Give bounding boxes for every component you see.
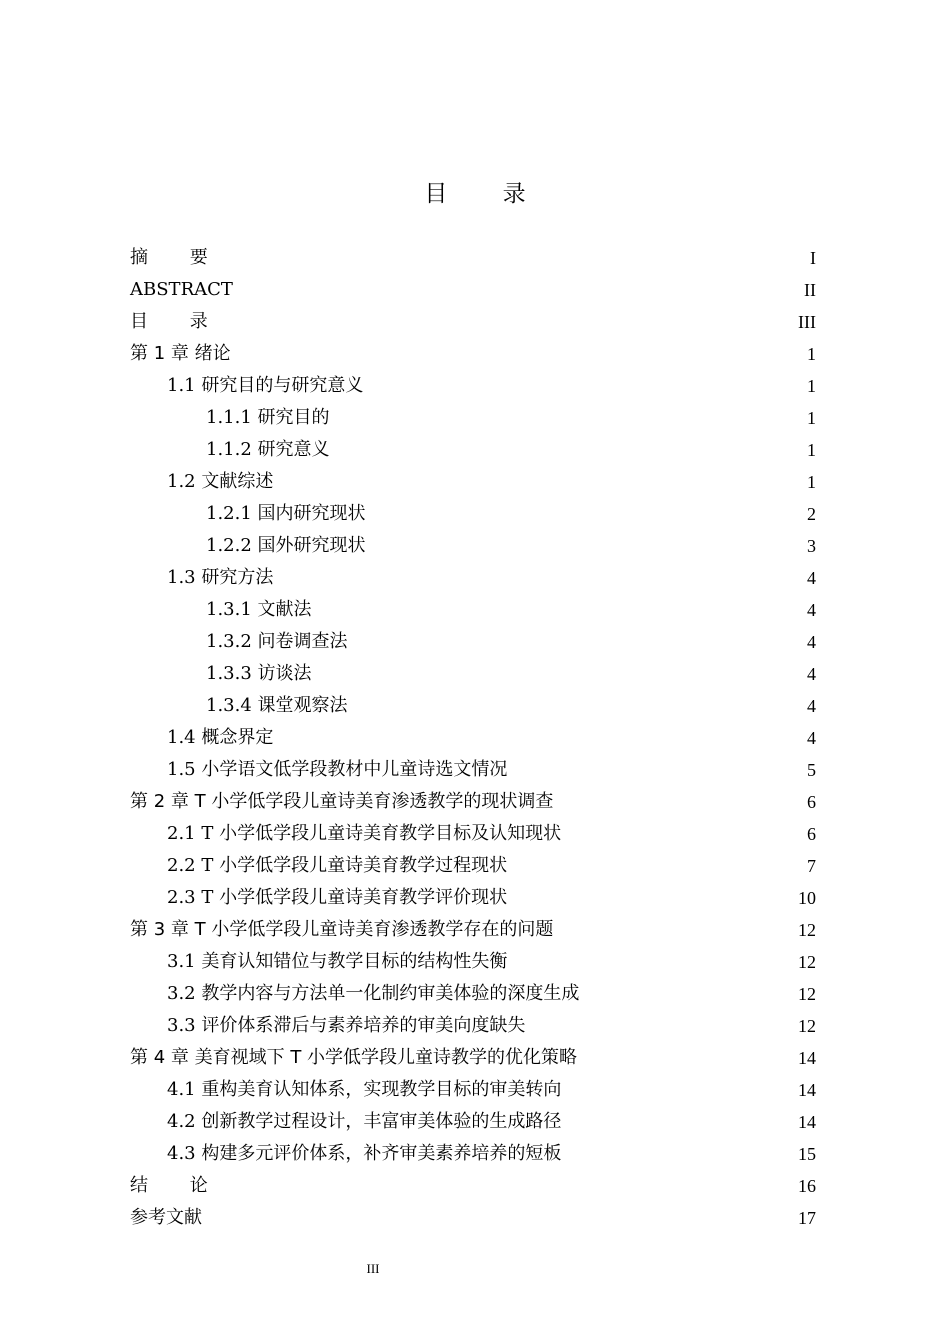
toc-entry-title: 2.3 T 小学低学段儿童诗美育教学评价现状 [167, 887, 508, 908]
toc-entry-page: 4 [807, 696, 816, 716]
toc-entry-page: I [810, 248, 816, 268]
toc-entry-page: 10 [798, 888, 816, 908]
toc-entry-title: 1.2.1 国内研究现状 [206, 503, 366, 524]
toc-entry[interactable] [130, 274, 816, 306]
page-title: 目 录 [424, 181, 550, 207]
toc-entry[interactable] [130, 594, 816, 626]
toc-entry-page: 6 [807, 792, 816, 812]
toc-entry-page: 15 [798, 1144, 816, 1164]
toc-entry-page: 17 [798, 1208, 816, 1228]
toc-entry-title: 第 2 章 T 小学低学段儿童诗美育渗透教学的现状调查 [130, 791, 554, 812]
toc-entry-page: 1 [807, 376, 816, 396]
toc-entry-title: 3.3 评价体系滞后与素养培养的审美向度缺失 [167, 1015, 526, 1036]
toc-entry-title: 1.3.1 文献法 [206, 599, 312, 620]
toc-entry[interactable] [130, 914, 816, 946]
toc-entry-title: 4.1 重构美育认知体系，实现教学目标的审美转向 [167, 1079, 562, 1100]
toc-entry-title: 1.5 小学语文低学段教材中儿童诗选文情况 [167, 759, 508, 780]
toc-entry-page: 12 [798, 984, 816, 1004]
toc-entry[interactable] [130, 786, 816, 818]
toc-entry-page: 4 [807, 568, 816, 588]
toc-entry[interactable] [130, 1138, 816, 1170]
toc-entry[interactable] [130, 1042, 816, 1074]
toc-entry[interactable] [130, 1010, 816, 1042]
toc-entry[interactable] [130, 1202, 816, 1234]
toc-entry[interactable] [130, 978, 816, 1010]
toc-entry-title: ABSTRACT [130, 279, 233, 300]
toc-entry[interactable] [130, 562, 816, 594]
toc-entry-title: 1.3 研究方法 [167, 567, 274, 588]
toc-entry-title: 1.1.1 研究目的 [206, 407, 330, 428]
toc-entry[interactable] [130, 690, 816, 722]
toc-entry-page: 6 [807, 824, 816, 844]
toc-entry-title: 1.1.2 研究意义 [206, 439, 330, 460]
toc-entry-page: II [804, 280, 816, 300]
toc-entry[interactable] [130, 530, 816, 562]
toc-entry-title: 4.3 构建多元评价体系，补齐审美素养培养的短板 [167, 1143, 562, 1164]
toc-entry[interactable] [130, 306, 816, 338]
toc-entry-page: 1 [807, 440, 816, 460]
toc-entry[interactable] [130, 722, 816, 754]
toc-entry-title: 1.3.4 课堂观察法 [206, 695, 348, 716]
toc-entry-page: 12 [798, 920, 816, 940]
table-of-contents [130, 242, 816, 1234]
toc-entry-page: 4 [807, 728, 816, 748]
toc-entry-title: 3.1 美育认知错位与教学目标的结构性失衡 [167, 951, 508, 972]
toc-entry[interactable] [130, 754, 816, 786]
toc-entry-title: 1.4 概念界定 [167, 727, 274, 748]
toc-entry[interactable] [130, 850, 816, 882]
toc-entry-title: 结 论 [130, 1175, 226, 1196]
toc-entry[interactable] [130, 1074, 816, 1106]
toc-entry-page: 14 [798, 1112, 816, 1132]
toc-entry[interactable] [130, 818, 816, 850]
toc-entry[interactable] [130, 370, 816, 402]
toc-entry-title: 第 3 章 T 小学低学段儿童诗美育渗透教学存在的问题 [130, 919, 554, 940]
toc-entry[interactable] [130, 402, 816, 434]
toc-entry-title: 第 1 章 绪论 [130, 343, 231, 364]
toc-entry-page: 5 [807, 760, 816, 780]
toc-entry-title: 摘 要 [130, 247, 226, 268]
toc-entry-page: 16 [798, 1176, 816, 1196]
toc-entry-title: 4.2 创新教学过程设计，丰富审美体验的生成路径 [167, 1111, 562, 1132]
toc-entry-page: 1 [807, 344, 816, 364]
toc-entry-title: 目 录 [130, 311, 226, 332]
toc-entry[interactable] [130, 338, 816, 370]
toc-entry-title: 1.3.2 问卷调查法 [206, 631, 348, 652]
toc-entry[interactable] [130, 498, 816, 530]
toc-entry-title: 1.3.3 访谈法 [206, 663, 312, 684]
toc-entry-page: 1 [807, 472, 816, 492]
toc-entry-page: 4 [807, 632, 816, 652]
toc-entry-page: 12 [798, 1016, 816, 1036]
toc-entry[interactable] [130, 466, 816, 498]
toc-entry[interactable] [130, 882, 816, 914]
toc-entry-page: 2 [807, 504, 816, 524]
toc-entry-title: 第 4 章 美育视域下 T 小学低学段儿童诗教学的优化策略 [130, 1047, 578, 1068]
toc-entry-title: 1.1 研究目的与研究意义 [167, 375, 364, 396]
toc-entry-page: 4 [807, 664, 816, 684]
toc-entry-title: 1.2 文献综述 [167, 471, 274, 492]
toc-entry-title: 3.2 教学内容与方法单一化制约审美体验的深度生成 [167, 983, 580, 1004]
toc-entry-page: 4 [807, 600, 816, 620]
toc-entry-page: 7 [807, 856, 816, 876]
toc-entry[interactable] [130, 946, 816, 978]
toc-entry-page: 14 [798, 1048, 816, 1068]
toc-entry-title: 2.1 T 小学低学段儿童诗美育教学目标及认知现状 [167, 823, 562, 844]
toc-entry-title: 2.2 T 小学低学段儿童诗美育教学过程现状 [167, 855, 508, 876]
toc-entry-title: 参考文献 [130, 1207, 202, 1228]
toc-entry-page: 14 [798, 1080, 816, 1100]
toc-entry[interactable] [130, 658, 816, 690]
toc-entry-title: 1.2.2 国外研究现状 [206, 535, 366, 556]
toc-entry-page: 3 [807, 536, 816, 556]
toc-entry-page: 1 [807, 408, 816, 428]
toc-entry[interactable] [130, 1106, 816, 1138]
toc-entry[interactable] [130, 1170, 816, 1202]
toc-entry[interactable] [130, 434, 816, 466]
toc-entry[interactable] [130, 626, 816, 658]
page-number: III [366, 1261, 380, 1276]
toc-entry-page: III [798, 312, 816, 332]
toc-entry[interactable] [130, 242, 816, 274]
toc-entry-page: 12 [798, 952, 816, 972]
